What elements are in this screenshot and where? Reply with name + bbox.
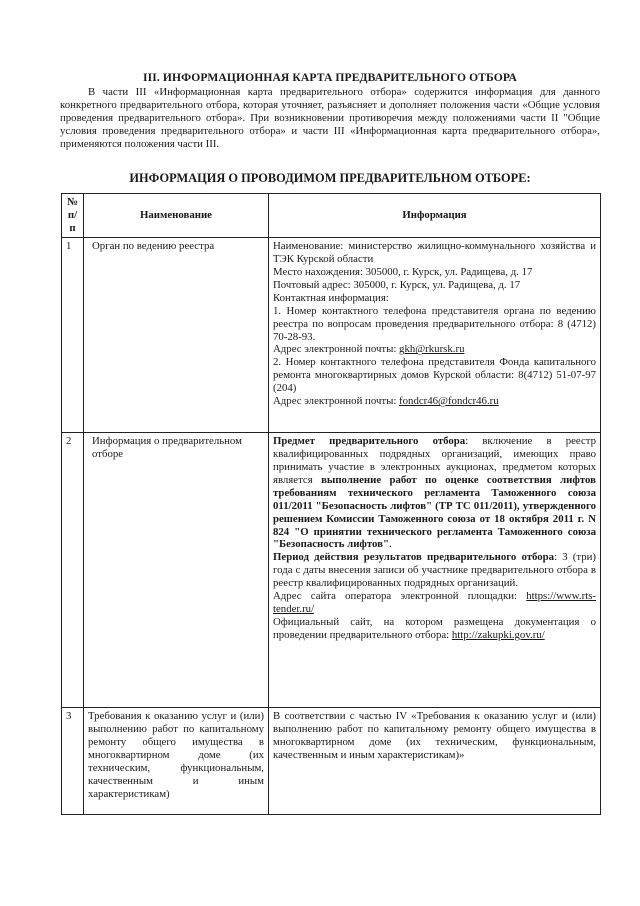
info-email-1-line — [273, 343, 596, 356]
site-paragraph — [273, 590, 596, 616]
info-table — [61, 193, 601, 815]
table-title: ИНФОРМАЦИЯ О ПРОВОДИМОМ ПРЕДВАРИТЕЛЬНОМ ОТБОРЕ: — [129, 171, 531, 185]
row-num: 3 — [62, 707, 84, 814]
row-num: 2 — [62, 432, 84, 707]
row-info — [269, 432, 601, 707]
info-location-line: Место нахождения: 305000, г. Курск, ул. Радищева, д. 17 — [273, 265, 533, 278]
table-header-row — [62, 194, 601, 238]
subject-end: . — [389, 538, 392, 551]
info-phone-1: 1. Номер контактного телефона представителя органа по ведению реестра по вопросам проведения предварительного отбора: 8 (4712) 70-28-93. — [273, 304, 596, 343]
row-name: Орган по ведению реестра — [84, 237, 269, 432]
row-num: 1 — [62, 237, 84, 432]
period-paragraph — [273, 551, 596, 590]
row-name: Информация о предварительном отборе — [84, 432, 269, 707]
subject-label: Предмет предварительного отбора — [273, 434, 466, 447]
official-link[interactable]: http://zakupki.gov.ru/ — [451, 629, 545, 642]
row-info — [269, 237, 601, 432]
email-1-link[interactable]: gkh@rkursk.ru — [399, 343, 465, 356]
period-label: Период действия результатов предварительного отбора — [273, 551, 555, 564]
intro-text: В части III «Информационная карта предварительного отбора» содержится информация для данного конкретного предварительного отбора, которая уточняет, разъясняет и дополняет положения части «Общие условия проведения предварительного отбора». При возникновении противоречия между положениями части II "Общие условия проведения предварительного отбора» и части III «Информационная карта предварительного отбора», применяются положения части III. — [60, 86, 600, 150]
row-name: Требования к оказанию услуг и (или) выполнению работ по капитальному ремонту общего имущества в многоквартирном доме (их техническим, функциональным, качественным и иным характеристикам) — [84, 707, 269, 814]
subject-paragraph — [273, 435, 596, 552]
email-2-link[interactable]: fondcr46@fondcr46.ru — [399, 395, 499, 408]
email-2-label: Адрес электронной почты: — [273, 395, 400, 408]
table-row — [62, 237, 601, 432]
info-contact-label: Контактная информация: — [273, 291, 389, 304]
info-name-line: Наименование: министерство жилищно-коммунального хозяйства и ТЭК Курской области — [273, 239, 596, 265]
table-row — [62, 707, 601, 814]
site-label: Адрес сайта оператора электронной площадки: — [273, 590, 527, 603]
row-info: В соответствии с частью IV «Требования к оказанию услуг и (или) выполнению работ по капитальному ремонту общего имущества в многоквартирном доме (их техническим, функциональным, качественным и иным характеристикам)» — [269, 707, 601, 814]
section-title: III. ИНФОРМАЦИОННАЯ КАРТА ПРЕДВАРИТЕЛЬНОГО ОТБОРА — [143, 71, 517, 84]
subject-text: : включение в реестр квалифицированных подрядных организаций, имеющих право принимать участие в электронных аукционах, предметом которых является — [273, 434, 596, 486]
subject-bold: выполнение работ по оценке соответствия лифтов требованиям технического регламента Таможенного союза 011/2011 "Безопасность лифтов" (ТР ТС 011/2011), утвержденного решением Комиссии Таможенного союза от 18 октября 2011 г. N 824 "О принятии технического регламента Таможенного союза "Безопасность лифтов" — [273, 473, 596, 551]
official-label: Официальный сайт, на котором размещена документация о проведении предварительного отбора: — [273, 616, 596, 642]
info-postal-line: Почтовый адрес: 305000, г. Курск, ул. Радищева, д. 17 — [273, 278, 521, 291]
intro-paragraph — [60, 86, 600, 151]
header-info: Информация — [269, 194, 601, 238]
header-name: Наименование — [84, 194, 269, 238]
table-row — [62, 432, 601, 707]
header-num: № п/п — [62, 194, 84, 238]
info-phone-2: 2. Номер контактного телефона представителя Фонда капитального ремонта многоквартирных домов Курской области: 8(4712) 51-07-97 (204) — [273, 356, 596, 395]
official-paragraph — [273, 616, 596, 642]
site-link[interactable]: https://www.rts-tender.ru/ — [273, 590, 596, 616]
period-text: : 3 (три) года с даты внесения записи об участнике предварительного отбора в реестр квалифицированных подрядных организаций. — [273, 551, 596, 590]
email-1-label: Адрес электронной почты: — [273, 343, 400, 356]
info-email-2-line — [273, 395, 596, 408]
